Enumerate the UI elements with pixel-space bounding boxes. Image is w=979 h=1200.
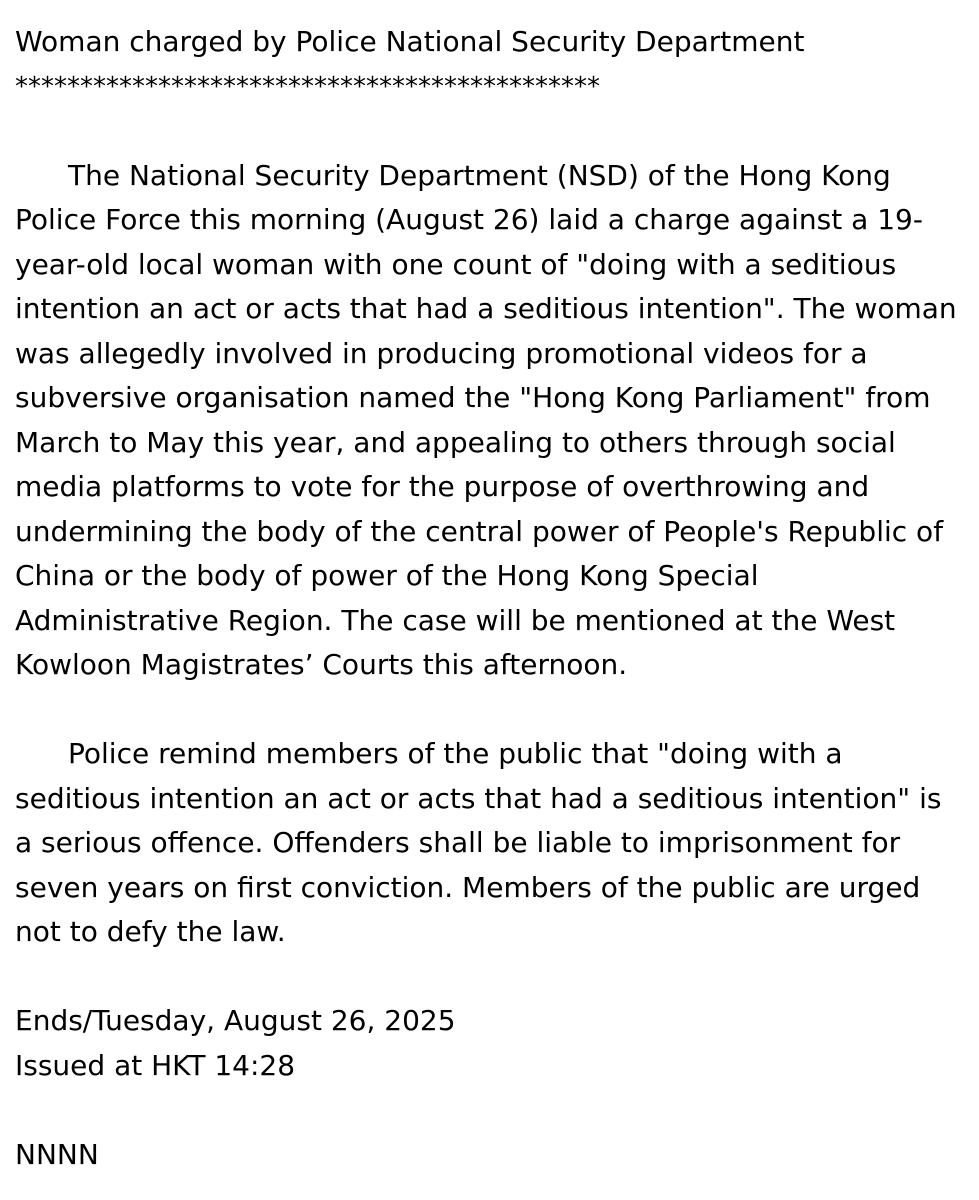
blank-line	[15, 109, 965, 154]
press-release	[15, 20, 965, 1177]
paragraph-police-reminder: Police remind members of the public that "doing with a seditious intention an act or acts that had a seditious intention" is a serious offence. Offenders shall be liable to imprisonment for seven years on first conviction. Members of the public are urged not to defy the law.	[15, 737, 942, 948]
blank-line	[15, 1088, 965, 1133]
end-marker: NNNN	[15, 1137, 99, 1171]
issued-time: Issued at HKT 14:28	[15, 1048, 296, 1082]
ends-dateline: Ends/Tuesday, August 26, 2025	[15, 1004, 456, 1037]
blank-line	[15, 955, 965, 1000]
asterisk-divider: *********************************************	[15, 71, 600, 102]
press-release-title: Woman charged by Police National Security Department	[15, 25, 805, 58]
blank-line	[15, 688, 965, 733]
paragraph-charge-details: The National Security Department (NSD) of the Hong Kong Police Force this morning (August 26) laid a charge against a 19-year-old local woman with one count of "doing with a seditious intention an act or acts that had a seditious intention". The woman was allegedly involved in producing promotional videos for a subversive organisation named the "Hong Kong Parliament" from March to May this year, and appealing to others through social media platforms to vote for the purpose of overthrowing and undermining the body of the central power of People's Republic of China or the body of power of the Hong Kong Special Administrative Region. The case will be mentioned at the West Kowloon Magistrates’ Courts this afternoon.	[15, 158, 957, 681]
